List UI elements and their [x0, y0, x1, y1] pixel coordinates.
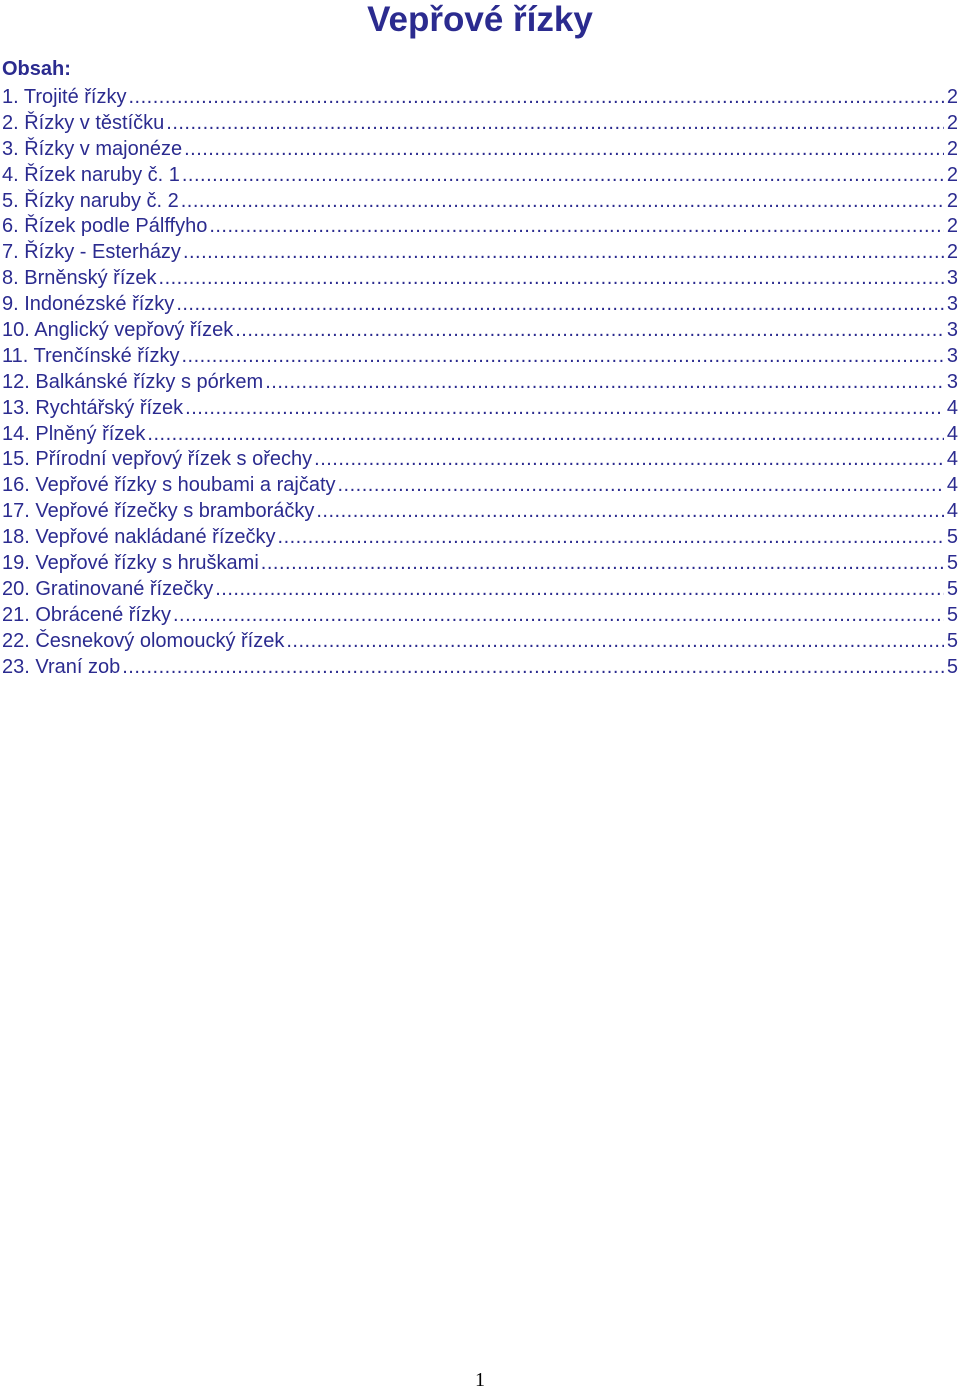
toc-entry[interactable]: [2, 85, 958, 111]
toc-dot-leader: [286, 629, 944, 655]
toc-entry-label: 16. Vepřové řízky s houbami a rajčaty: [2, 474, 336, 497]
toc-entry-page: 3: [946, 344, 958, 367]
toc-entry-label: 14. Plněný řízek: [2, 422, 146, 445]
toc-dot-leader: [261, 551, 944, 577]
toc-entry[interactable]: [2, 292, 958, 318]
toc-entry[interactable]: [2, 137, 958, 163]
toc-entry[interactable]: [2, 266, 958, 292]
toc-dot-leader: [278, 525, 944, 551]
toc-entry-page: 4: [946, 448, 958, 471]
toc-entry-page: 4: [946, 474, 958, 497]
toc-entry[interactable]: [2, 655, 958, 681]
toc-entry-label: 1. Trojité řízky: [2, 86, 127, 108]
toc-entry[interactable]: [2, 422, 958, 448]
toc-entry[interactable]: [2, 525, 958, 551]
toc-dot-leader: [338, 473, 944, 499]
toc-entry-label: 9. Indonézské řízky: [2, 293, 175, 316]
toc-entry[interactable]: [2, 447, 958, 473]
toc-entry-label: 19. Vepřové řízky s hruškami: [2, 552, 259, 575]
toc-entry[interactable]: [2, 629, 958, 655]
toc-entry-label: 6. Řízek podle Pálffyho: [2, 215, 208, 238]
toc-entry-label: 15. Přírodní vepřový řízek s ořechy: [2, 448, 313, 471]
toc-entry[interactable]: [2, 396, 958, 422]
toc-dot-leader: [185, 396, 944, 422]
toc-entry-page: 2: [946, 215, 958, 238]
toc-entry[interactable]: [2, 473, 958, 499]
toc-entry-page: 5: [946, 655, 958, 678]
toc-dot-leader: [184, 137, 944, 163]
toc-entry-label: 4. Řízek naruby č. 1: [2, 163, 180, 186]
toc-entry[interactable]: [2, 577, 958, 603]
toc-entry[interactable]: [2, 214, 958, 240]
toc-entry[interactable]: [2, 189, 958, 215]
toc-entry-label: 23. Vraní zob: [2, 655, 121, 678]
toc-entry[interactable]: [2, 344, 958, 370]
table-of-contents: [2, 85, 958, 680]
toc-dot-leader: [122, 655, 944, 681]
toc-dot-leader: [215, 577, 944, 603]
toc-entry-label: 8. Brněnský řízek: [2, 267, 157, 290]
toc-dot-leader: [181, 344, 943, 370]
toc-dot-leader: [314, 447, 944, 473]
toc-entry[interactable]: [2, 163, 958, 189]
toc-entry-label: 7. Řízky - Esterházy: [2, 241, 181, 264]
toc-entry-page: 4: [946, 422, 958, 445]
toc-entry-label: 10. Anglický vepřový řízek: [2, 319, 234, 342]
toc-dot-leader: [159, 266, 944, 292]
toc-dot-leader: [265, 370, 944, 396]
toc-entry-page: 4: [946, 396, 958, 419]
toc-dot-leader: [166, 111, 944, 137]
toc-entry-label: 13. Rychtářský řízek: [2, 396, 184, 419]
toc-entry-page: 5: [946, 629, 958, 652]
toc-entry-page: 3: [946, 293, 958, 316]
toc-dot-leader: [181, 189, 944, 215]
toc-entry[interactable]: [2, 603, 958, 629]
toc-entry-page: 2: [946, 137, 958, 160]
page-number: 1: [475, 1369, 485, 1391]
toc-entry[interactable]: [2, 111, 958, 137]
toc-entry-label: 22. Česnekový olomoucký řízek: [2, 629, 285, 652]
toc-entry-label: 21. Obrácené řízky: [2, 603, 171, 626]
toc-dot-leader: [235, 318, 944, 344]
toc-entry-label: 17. Vepřové řízečky s bramboráčky: [2, 500, 315, 523]
toc-entry-page: 3: [946, 319, 958, 342]
toc-entry-page: 2: [946, 163, 958, 186]
toc-dot-leader: [182, 163, 944, 189]
toc-entry-page: 2: [946, 189, 958, 212]
toc-entry-label: 18. Vepřové nakládané řízečky: [2, 526, 276, 549]
toc-dot-leader: [176, 292, 944, 318]
toc-entry-page: 5: [946, 577, 958, 600]
toc-entry-label: 3. Řízky v majonéze: [2, 137, 183, 160]
toc-dot-leader: [183, 240, 944, 266]
toc-entry-page: 4: [946, 500, 958, 523]
toc-entry-page: 2: [946, 86, 958, 108]
toc-dot-leader: [209, 214, 944, 240]
toc-entry-label: 12. Balkánské řízky s pórkem: [2, 370, 264, 393]
toc-entry-page: 5: [946, 526, 958, 549]
toc-entry-label: 20. Gratinované řízečky: [2, 577, 214, 600]
toc-dot-leader: [316, 499, 944, 525]
toc-entry[interactable]: [2, 551, 958, 577]
toc-dot-leader: [128, 85, 943, 111]
toc-entry[interactable]: [2, 499, 958, 525]
toc-entry[interactable]: [2, 240, 958, 266]
toc-dot-leader: [147, 422, 943, 448]
toc-dot-leader: [173, 603, 944, 629]
toc-entry-label: 2. Řízky v těstíčku: [2, 111, 165, 134]
toc-entry-page: 2: [946, 111, 958, 134]
toc-entry-page: 5: [946, 552, 958, 575]
toc-entry-page: 5: [946, 603, 958, 626]
toc-entry-label: 5. Řízky naruby č. 2: [2, 189, 179, 212]
toc-entry-page: 3: [946, 370, 958, 393]
toc-heading: Obsah:: [2, 58, 71, 80]
toc-entry[interactable]: [2, 318, 958, 344]
toc-entry-page: 3: [946, 267, 958, 290]
toc-entry-page: 2: [946, 241, 958, 264]
toc-entry[interactable]: [2, 370, 958, 396]
toc-entry-label: 11. Trenčínské řízky: [2, 344, 180, 367]
page-title: Vepřové řízky: [367, 0, 593, 39]
